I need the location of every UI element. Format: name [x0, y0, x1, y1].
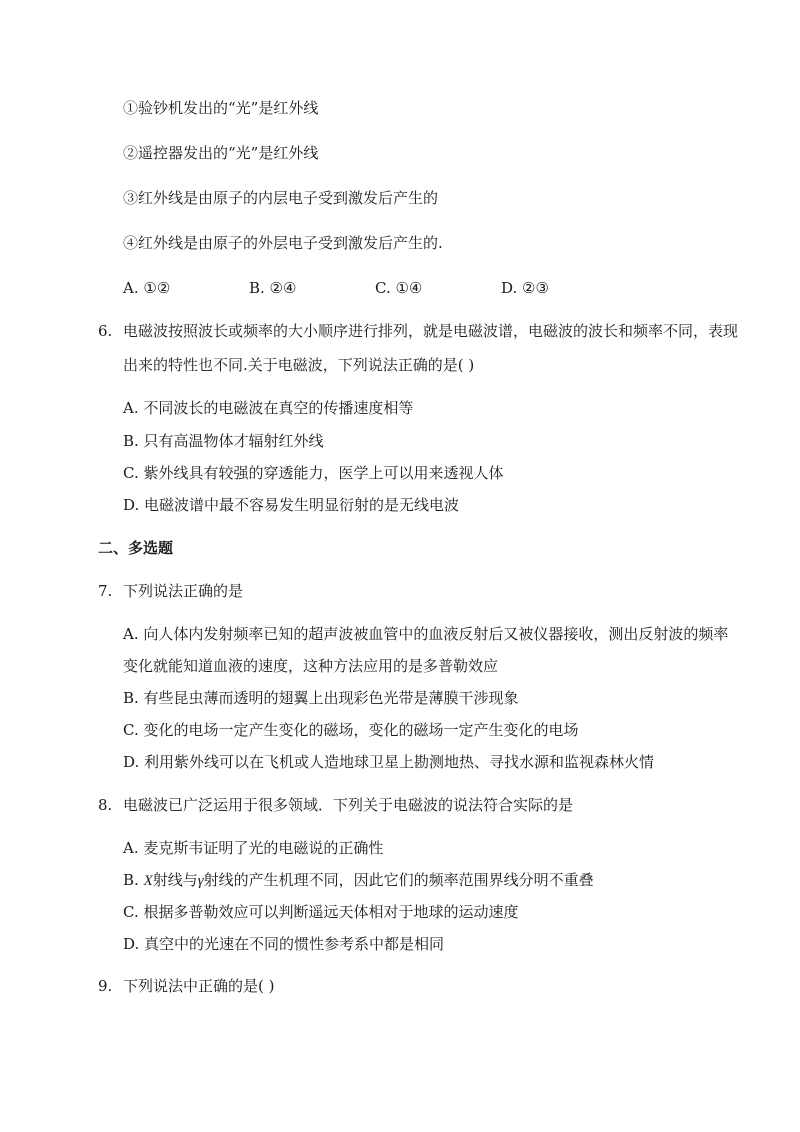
gamma-ray-symbol: γ — [197, 873, 204, 889]
q7-option-d: D. 利用紫外线可以在飞机或人造地球卫星上勘测地热、寻找水源和监视森林火情 — [123, 753, 655, 771]
q8-option-b-mid: 射线与 — [152, 871, 198, 889]
q8-option-a: A. 麦克斯韦证明了光的电磁说的正确性 — [123, 839, 384, 857]
x-ray-symbol: X — [143, 873, 153, 889]
statement-4: ④红外线是由原子的外层电子受到激发后产生的. — [123, 234, 443, 252]
statement-1: ①验钞机发出的“光”是红外线 — [123, 99, 319, 117]
q5-option-a: A. ①② — [123, 279, 171, 297]
q6-text-line1: 电磁波按照波长或频率的大小顺序进行排列，就是电磁波谱，电磁波的波长和频率不同，表现 — [123, 322, 739, 340]
q7-text: 下列说法正确的是 — [123, 582, 244, 600]
q8-option-b-rest: 射线的产生机理不同，因此它们的频率范围界线分明不重叠 — [203, 871, 594, 889]
q7-option-a-line1: A. 向人体内发射频率已知的超声波被血管中的血液反射后又被仪器接收，测出反射波的频率 — [123, 625, 729, 643]
q5-options — [123, 278, 627, 298]
q5-option-b: B. ②④ — [249, 279, 297, 297]
q8-option-b-prefix: B. — [123, 871, 144, 889]
q5-option-c: C. ①④ — [375, 279, 423, 297]
q7-number: 7. — [98, 582, 113, 600]
q6-number: 6. — [98, 322, 113, 340]
section-title-multiple-choice: 二、多选题 — [98, 539, 174, 557]
q7-option-c: C. 变化的电场一定产生变化的磁场，变化的磁场一定产生变化的电场 — [123, 721, 579, 739]
statement-2: ②遥控器发出的“光”是红外线 — [123, 144, 319, 162]
q8-option-b — [123, 870, 594, 891]
q6-option-c: C. 紫外线具有较强的穿透能力，医学上可以用来透视人体 — [123, 464, 504, 482]
q7-option-b: B. 有些昆虫薄而透明的翅翼上出现彩色光带是薄膜干涉现象 — [123, 689, 519, 707]
q6-option-d: D. 电磁波谱中最不容易发生明显衍射的是无线电波 — [123, 496, 460, 514]
q5-option-d: D. ②③ — [501, 279, 549, 297]
q7-option-a-line2: 变化就能知道血液的速度，这种方法应用的是多普勒效应 — [123, 657, 499, 675]
q8-text: 电磁波已广泛运用于很多领域．下列关于电磁波的说法符合实际的是 — [123, 796, 574, 814]
q6-option-a: A. 不同波长的电磁波在真空的传播速度相等 — [123, 399, 414, 417]
q6-option-b: B. 只有高温物体才辐射红外线 — [123, 432, 324, 450]
q8-option-d: D. 真空中的光速在不同的惯性参考系中都是相同 — [123, 935, 445, 953]
statement-3: ③红外线是由原子的内层电子受到激发后产生的 — [123, 189, 439, 207]
q6-text-line2: 出来的特性也不同.关于电磁波，下列说法正确的是( ) — [123, 356, 475, 374]
q8-option-c: C. 根据多普勒效应可以判断遥远天体相对于地球的运动速度 — [123, 903, 519, 921]
q9-text: 下列说法中正确的是( ) — [123, 977, 275, 995]
q9-number: 9. — [98, 977, 113, 995]
q8-number: 8. — [98, 796, 113, 814]
